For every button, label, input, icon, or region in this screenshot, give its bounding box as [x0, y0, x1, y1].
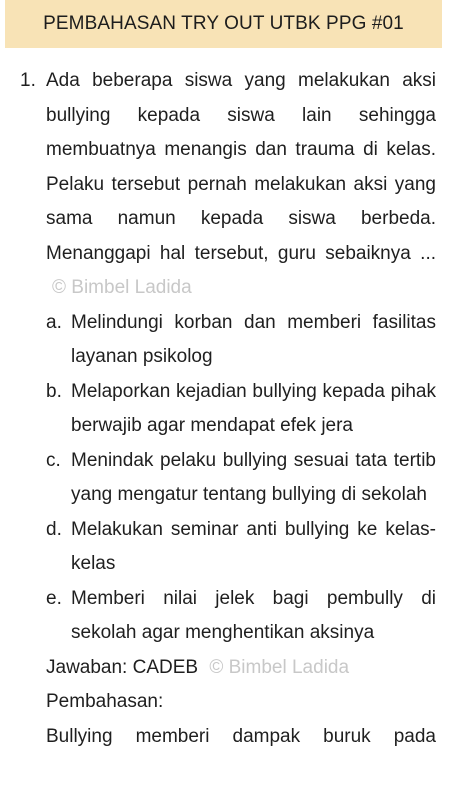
- option-text: Melaporkan kejadian bullying kepada pihak berwajib agar mendapat efek jera: [71, 380, 436, 436]
- option-letter: a.: [46, 311, 62, 333]
- question-1: [0, 64, 450, 306]
- option-c: [46, 444, 450, 513]
- explanation-text: Bullying memberi dampak buruk pada: [46, 725, 436, 747]
- option-letter: d.: [46, 518, 62, 540]
- answer-text: Jawaban: CADEB: [46, 656, 199, 678]
- option-d: [46, 513, 450, 582]
- watermark-text: © Bimbel Ladida: [52, 277, 192, 298]
- question-number: 1.: [20, 70, 36, 91]
- option-a: [46, 306, 450, 375]
- option-text: Melindungi korban dan memberi fasilitas layanan psikolog: [71, 311, 436, 367]
- option-b: [46, 375, 450, 444]
- option-text: Menindak pelaku bullying sesuai tata tertib yang mengatur tentang bullying di sekolah: [71, 449, 436, 505]
- page-title: PEMBAHASAN TRY OUT UTBK PPG #01: [43, 13, 404, 34]
- option-text: Memberi nilai jelek bagi pembully di sekolah agar menghentikan aksinya: [71, 587, 436, 643]
- page-header: [5, 0, 442, 48]
- watermark-text: © Bimbel Ladida: [209, 656, 350, 678]
- option-letter: e.: [46, 587, 62, 609]
- question-text: Ada beberapa siswa yang melakukan aksi bullying kepada siswa lain sehingga membuatnya menangis dan trauma di kelas. Pelaku tersebut pernah melakukan aksi yang sama namun kepada siswa berbeda. Menanggapi hal tersebut, guru sebaiknya ...: [46, 70, 436, 264]
- option-letter: c.: [46, 449, 61, 471]
- question-content: [0, 64, 450, 754]
- answer-line: [46, 651, 436, 686]
- question-text-block: [46, 64, 436, 306]
- answer-options: [0, 306, 450, 651]
- option-letter: b.: [46, 380, 62, 402]
- option-text: Melakukan seminar anti bullying ke kelas-kelas: [71, 518, 436, 574]
- option-e: [46, 582, 450, 651]
- explanation-title: Pembahasan:: [46, 691, 164, 712]
